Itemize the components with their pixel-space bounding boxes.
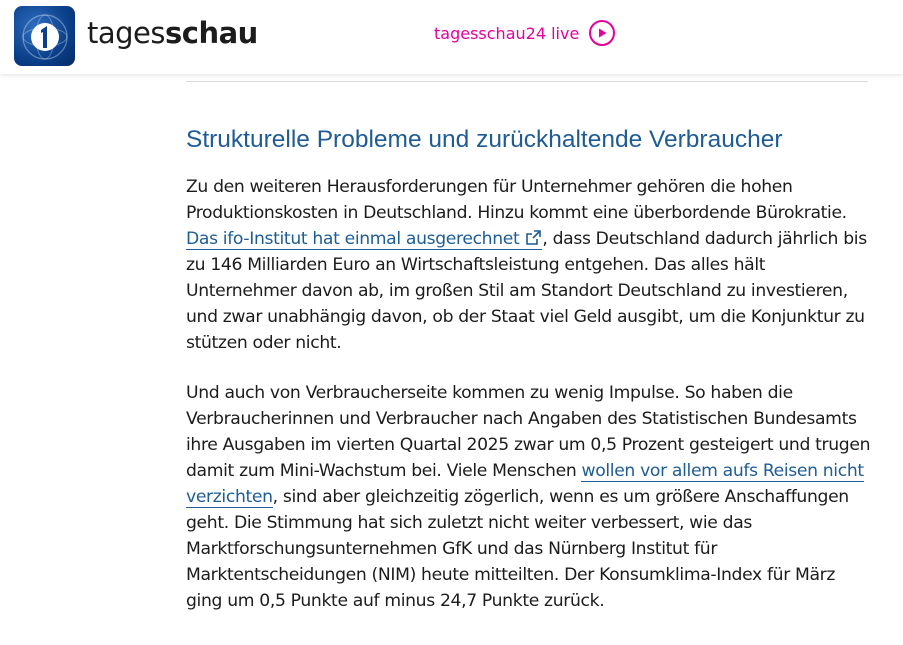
paragraph [186,174,876,356]
live-label: tagesschau24 live [434,23,580,43]
brand-wordmark[interactable] [87,16,258,50]
section-headline: Strukturelle Probleme und zurückhaltende Verbraucher [186,126,783,153]
play-circle-icon [589,20,615,46]
paragraph-text: , sind aber gleichzeitig zögerlich, wenn es um größere Anschaffungen geht. Die Stimmung hat sich zuletzt nicht weiter verbessert, wie das Marktforschungsunternehmen GfK und das Nürnberg Institut für Marktentscheidungen (NIM) heute mitteilten. Der Konsumklima-Index für März ging um 0,5 Punkte auf minus 24,7 Punkte zurück. [186,487,849,611]
article-body [186,124,876,614]
link-text: Das ifo-Institut hat einmal ausgerechnet [186,229,520,249]
ifo-institut-link[interactable] [186,229,542,250]
paragraph-text: , dass Deutschland dadurch jährlich bis zu 146 Milliarden Euro an Wirtschaftsleistung entgehen. Das alles hält Unternehmer davon ab, im großen Stil am Standort Deutschland zu investieren, und zwar unabhängig davon, ob der Staat viel Geld ausgibt, um die Konjunktur zu stützen oder nicht. [186,229,867,353]
brand-bold: schau [165,16,258,50]
external-link-icon [525,229,542,246]
paragraph-text: Zu den weiteren Herausforderungen für Unternehmer gehören die hohen Produktionskosten in Deutschland. Hinzu kommt eine überbordende Bürokratie. [186,177,847,223]
site-header [0,0,903,74]
live-stream-link[interactable] [434,20,615,46]
paragraph-text: Und auch von Verbraucherseite kommen zu wenig Impulse. So haben die Verbraucherinnen und Verbraucher nach Angaben des Statistischen Bundesamts ihre Ausgaben im vierten Quartal 2025 zwar um 0,5 Prozent gesteigert und trugen damit zum Mini-Wachstum bei. Viele Menschen [186,383,871,481]
ard-one-logo-icon[interactable] [14,6,75,66]
content-divider [186,81,868,82]
brand-light: tages [87,16,166,50]
paragraph [186,380,876,614]
reisen-article-link[interactable]: wollen vor allem aufs Reisen nicht verzichten [186,461,864,507]
